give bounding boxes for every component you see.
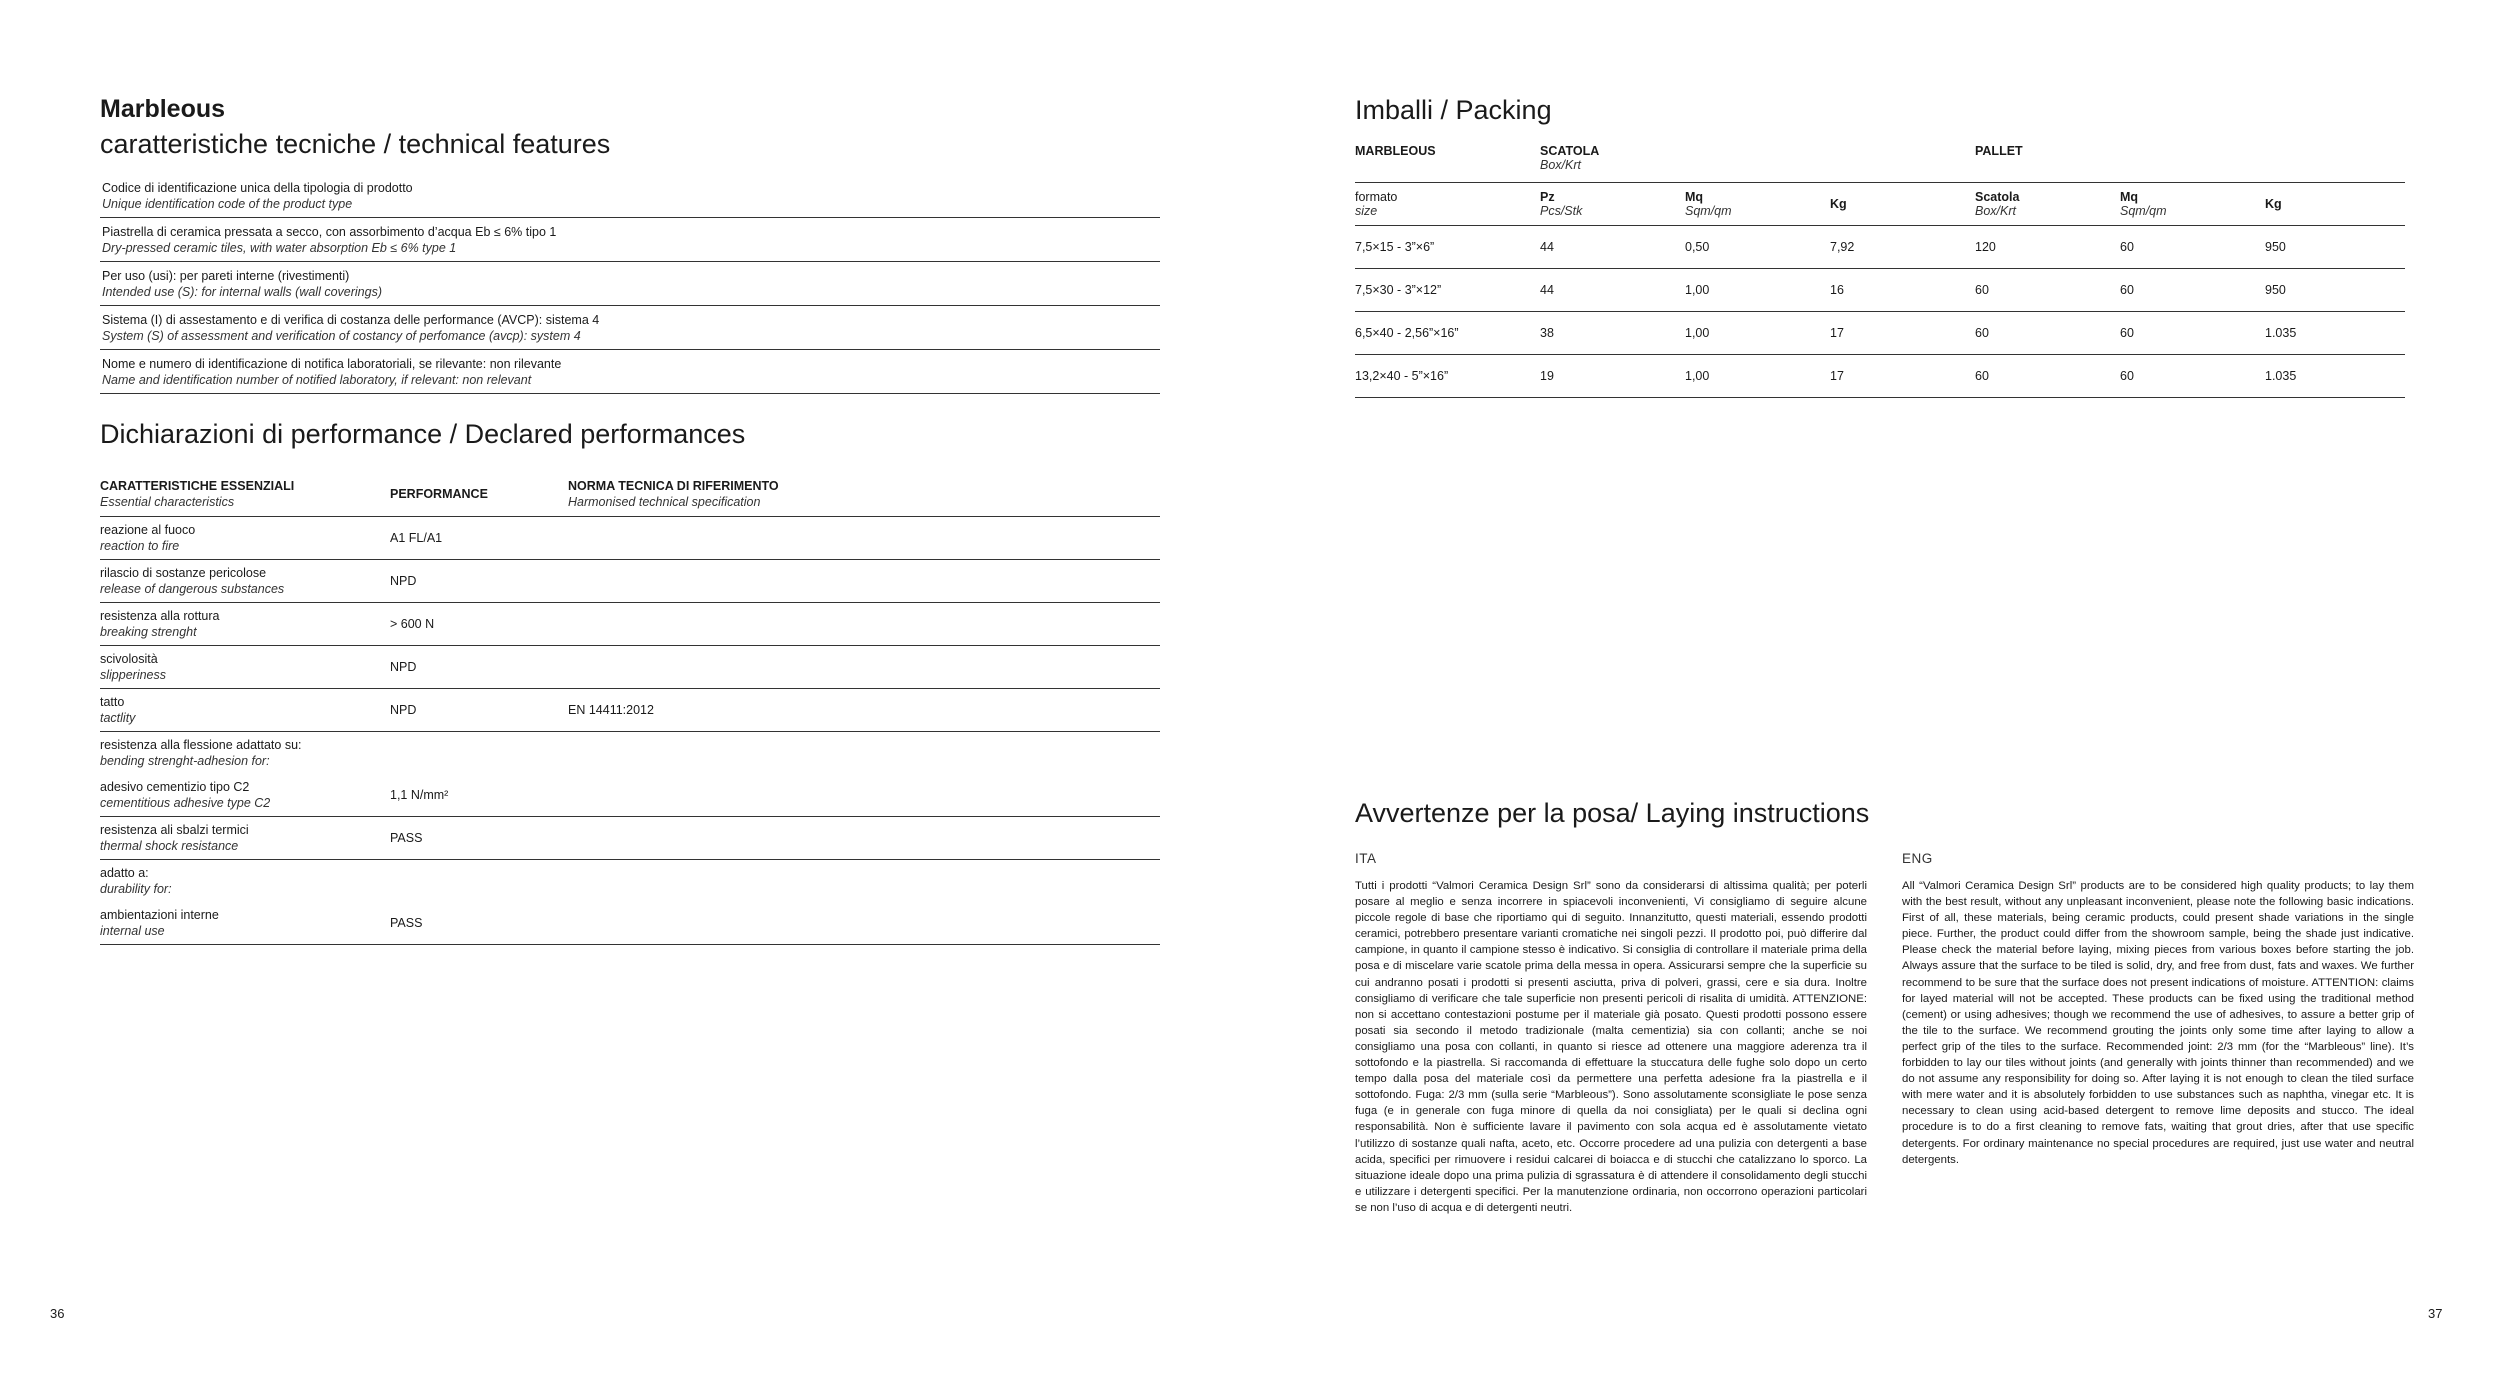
table-row <box>100 603 1160 646</box>
brand-title: Marbleous <box>100 95 226 123</box>
table-cell: 7,92 <box>1830 240 1855 254</box>
table-cell: 38 <box>1540 326 1554 340</box>
page-number-right: 37 <box>2428 1306 2443 1321</box>
header-norm: NORMA TECNICA DI RIFERIMENTO <box>568 479 779 493</box>
performance-value: A1 FL/A1 <box>390 531 443 545</box>
table-row <box>100 860 1160 902</box>
norm-value: EN 14411:2012 <box>568 703 654 717</box>
table-cell: 60 <box>1975 326 1989 340</box>
characteristic-en: internal use <box>100 924 165 938</box>
subheader-cell-sub: Box/Krt <box>1975 204 2016 218</box>
feature-row <box>100 306 1160 350</box>
left-page <box>100 92 1160 945</box>
characteristic-it: ambientazioni interne <box>100 908 219 922</box>
table-cell: 120 <box>1975 240 1996 254</box>
characteristic-it: tatto <box>100 695 125 709</box>
performance-value: > 600 N <box>390 617 435 631</box>
table-cell: 60 <box>2120 326 2134 340</box>
table-cell: 950 <box>2265 240 2286 254</box>
table-row <box>1355 355 2405 398</box>
performance-table <box>100 478 1160 945</box>
characteristic-it: reazione al fuoco <box>100 523 196 537</box>
header-scatola-sub: Box/Krt <box>1540 158 1581 172</box>
characteristic-en: bending strenght-adhesion for: <box>100 754 270 768</box>
table-row <box>100 689 1160 732</box>
table-cell: 17 <box>1830 326 1844 340</box>
subheader-cell-sub: size <box>1355 204 1378 218</box>
table-row <box>100 646 1160 689</box>
page-number-left: 36 <box>50 1306 65 1321</box>
table-cell: 16 <box>1830 283 1844 297</box>
characteristic-en: thermal shock resistance <box>100 839 239 853</box>
feature-it: Nome e numero di identificazione di notifica laboratoriali, se rilevante: non rilevante <box>102 357 562 371</box>
header-pallet: PALLET <box>1975 144 2023 158</box>
table-cell: 60 <box>1975 283 1989 297</box>
header-characteristics: CARATTERISTICHE ESSENZIALI <box>100 479 295 493</box>
eng-column <box>1902 851 2414 1216</box>
characteristic-it: scivolosità <box>100 652 158 666</box>
table-cell: 0,50 <box>1685 240 1710 254</box>
table-row <box>100 517 1160 560</box>
packing-header <box>1355 144 2405 182</box>
feature-it: Codice di identificazione unica della tipologia di prodotto <box>102 181 413 195</box>
ita-text: Tutti i prodotti “Valmori Ceramica Design Srl” sono da considerarsi di altissima qualità; per poterli posare al meglio e senza incorrere in spiacevoli inconvenienti, Vi consigliamo di seguire alcune piccole regole di base che riportiamo qui di seguito. Innanzitutto, questi materiali, essendo prodotti ceramici, potrebbero presentare varianti cromatiche nei singoli pezzi. Il prodotto poi, può differire dal campione, in quanto il campione stesso è indicativo. Si consiglia di controllare il materiale prima della posa e di miscelare varie scatole prima della messa in opera. Assicurarsi sempre che la superficie su cui andranno posati i prodotti si presenti asciutta, priva di polveri, grassi, cere e sia dura. Inoltre consigliamo di verificare che tale superficie non presenti pericoli di risalita di umidità. ATTENZIONE: non si accettano contestazioni postume per il materiale già posato. Questi prodotti possono essere posati sia secondo il metodo tradizionale (malta cementizia) sia con collanti; anche se noi consigliamo una posa con collanti, in quanto si riesce ad ottenere una maggiore aderenza tra il sottofondo e la piastrella. Si raccomanda di effettuare la stuccatura delle fughe solo dopo un certo tempo dalla posa del materiale così da permettere una perfetta adesione fra la piastrella e il sottofondo. Fuga: 2/3 mm (sulla serie “Marbleous”). Sono assolutamente sconsigliate le pose senza fuga (e in generale con fuga minore di quella da noi consigliata) per le quali si declina ogni responsabilità. Non è sufficiente lavare il pavimento con sola acqua ed è assolutamente vietato l’utilizzo di sostanze quali nafta, aceto, etc. Occorre procedere ad una pulizia con detergenti a base acida, specifici per rimuovere i residui calcarei di boiacca e di stucchi che catalizzano lo sporco. La situazione ideale dopo una prima pulizia di sgrassatura è di attendere il consolidamento degli stucchi e utilizzare i detergenti specifici. Per la manutenzione ordinaria, non occorrono operazioni particolari se non l’uso di acqua e di detergenti neutri. <box>1355 880 1867 1214</box>
characteristic-it: rilascio di sostanze pericolose <box>100 566 267 580</box>
eng-text: All “Valmori Ceramica Design Srl” products are to be considered high quality products; to lay them with the best result, without any unpleasant inconvenient, please note the following basic indications. First of all, these materials, being ceramic products, could present shade variations in the single piece. Further, the product could differ from the showroom sample, being the shade just indicative. Please check the material before laying, mixing pieces from various boxes before starting the job. Always assure that the surface to be tiled is solid, dry, and free from dust, fats and waxes. We further recommend to be sure that the surface does not present indications of moisture. ATTENTION: claims for layed material will not be accepted. These products can be fixed using the traditional method (cement) or using adhesives; though we recommend the use of adhesives, to assure a better grip of the tile to the surface. We recommend grouting the joints only some time after laying to allow a perfect grip of the tiles to the surface. Recommended joint: 2/3 mm (for the “Marbleous” line). It’s forbidden to lay our tiles without joints (and generally with joints thinner than recommended) and we do not assume any responsibility for doing so. After laying it is not enough to clean the tiled surface with mere water and it is absolutely forbidden to use substances such as naphtha, vinegar etc. It is necessary to clean using acid-based detergent to remove lime deposits and stucco. The ideal procedure is to do a first cleaning to remove fats, waiting that grout dries, after that use specific detergents. For ordinary maintenance no special procedures are required, just use water and neutral detergents. <box>1902 880 2414 1166</box>
characteristic-it: resistenza alla flessione adattato su: <box>100 738 302 752</box>
laying-title: Avvertenze per la posa/ Laying instructions <box>1355 798 1870 828</box>
header-scatola: SCATOLA <box>1540 144 1600 158</box>
table-cell: 60 <box>2120 369 2134 383</box>
feature-en: Unique identification code of the product type <box>102 197 353 211</box>
characteristic-en: durability for: <box>100 882 172 896</box>
subheader-cell: Scatola <box>1975 190 2020 204</box>
subheader-cell: Kg <box>2265 197 2282 211</box>
performance-value: NPD <box>390 574 417 588</box>
feature-it: Sistema (I) di assestamento e di verifica di costanza delle performance (AVCP): sistema 4 <box>102 313 600 327</box>
feature-row <box>100 350 1160 394</box>
feature-en: Name and identification number of notified laboratory, if relevant: non relevant <box>102 373 532 387</box>
characteristic-en: slipperiness <box>100 668 167 682</box>
table-row <box>100 560 1160 603</box>
table-cell: 44 <box>1540 283 1554 297</box>
table-cell: 950 <box>2265 283 2286 297</box>
table-row <box>1355 312 2405 355</box>
table-row <box>100 902 1160 945</box>
header-characteristics-en: Essential characteristics <box>100 495 235 509</box>
feature-en: System (S) of assessment and verification of costancy of perfomance (avcp): system 4 <box>102 329 581 343</box>
feature-it: Piastrella di ceramica pressata a secco, con assorbimento d’acqua Eb ≤ 6% tipo 1 <box>102 225 557 239</box>
subheader-cell: Mq <box>2120 190 2139 204</box>
table-row <box>100 817 1160 860</box>
characteristic-en: tactlity <box>100 711 136 725</box>
feature-row <box>100 218 1160 262</box>
subheader-cell: Pz <box>1540 190 1555 204</box>
table-cell: 60 <box>1975 369 1989 383</box>
technical-features-title: caratteristiche tecniche / technical features <box>100 129 611 159</box>
table-cell: 6,5×40 - 2,56”×16” <box>1355 326 1459 340</box>
subheader-cell: Kg <box>1830 197 1847 211</box>
right-page <box>1355 92 2405 398</box>
header-norm-en: Harmonised technical specification <box>568 495 761 509</box>
packing-table <box>1355 144 2405 398</box>
ita-label: ITA <box>1355 851 1377 866</box>
feature-row <box>100 174 1160 218</box>
performance-value: 1,1 N/mm² <box>390 788 449 802</box>
laying-instructions <box>1355 795 2415 1216</box>
eng-label: ENG <box>1902 851 1933 866</box>
features-list <box>100 174 1160 394</box>
characteristic-en: breaking strenght <box>100 625 197 639</box>
characteristic-en: reaction to fire <box>100 539 180 553</box>
ita-column <box>1355 851 1867 1216</box>
table-row <box>1355 269 2405 312</box>
feature-en: Dry-pressed ceramic tiles, with water absorption Eb ≤ 6% type 1 <box>102 241 457 255</box>
table-cell: 1,00 <box>1685 283 1710 297</box>
table-cell: 44 <box>1540 240 1554 254</box>
table-row <box>100 732 1160 774</box>
characteristic-it: resistenza alla rottura <box>100 609 220 623</box>
performance-value: PASS <box>390 831 423 845</box>
performance-title: Dichiarazioni di performance / Declared performances <box>100 419 746 449</box>
feature-en: Intended use (S): for internal walls (wall coverings) <box>102 285 382 299</box>
subheader-cell-sub: Sqm/qm <box>2120 204 2167 218</box>
subheader-cell: formato <box>1355 190 1398 204</box>
table-cell: 19 <box>1540 369 1554 383</box>
table-row <box>1355 226 2405 269</box>
table-cell: 1,00 <box>1685 326 1710 340</box>
table-cell: 13,2×40 - 5”×16” <box>1355 369 1449 383</box>
table-cell: 1.035 <box>2265 326 2297 340</box>
header-marbleous: MARBLEOUS <box>1355 144 1436 158</box>
packing-title: Imballi / Packing <box>1355 95 1552 125</box>
performance-value: NPD <box>390 703 417 717</box>
characteristic-it: resistenza ali sbalzi termici <box>100 823 249 837</box>
feature-row <box>100 262 1160 306</box>
table-cell: 1,00 <box>1685 369 1710 383</box>
table-cell: 7,5×30 - 3”×12” <box>1355 283 1442 297</box>
table-row <box>100 774 1160 817</box>
subheader-cell-sub: Sqm/qm <box>1685 204 1732 218</box>
table-cell: 60 <box>2120 283 2134 297</box>
table-cell: 17 <box>1830 369 1844 383</box>
table-cell: 1.035 <box>2265 369 2297 383</box>
packing-subheader <box>1355 182 2405 226</box>
performance-value: PASS <box>390 916 423 930</box>
characteristic-en: release of dangerous substances <box>100 582 285 596</box>
header-performance: PERFORMANCE <box>390 487 488 501</box>
subheader-cell: Mq <box>1685 190 1704 204</box>
characteristic-it: adatto a: <box>100 866 149 880</box>
characteristic-en: cementitious adhesive type C2 <box>100 796 271 810</box>
feature-it: Per uso (usi): per pareti interne (rivestimenti) <box>102 269 350 283</box>
performance-header <box>100 478 1160 517</box>
table-cell: 60 <box>2120 240 2134 254</box>
performance-value: NPD <box>390 660 417 674</box>
subheader-cell-sub: Pcs/Stk <box>1540 204 1583 218</box>
table-cell: 7,5×15 - 3”×6” <box>1355 240 1435 254</box>
characteristic-it: adesivo cementizio tipo C2 <box>100 780 250 794</box>
